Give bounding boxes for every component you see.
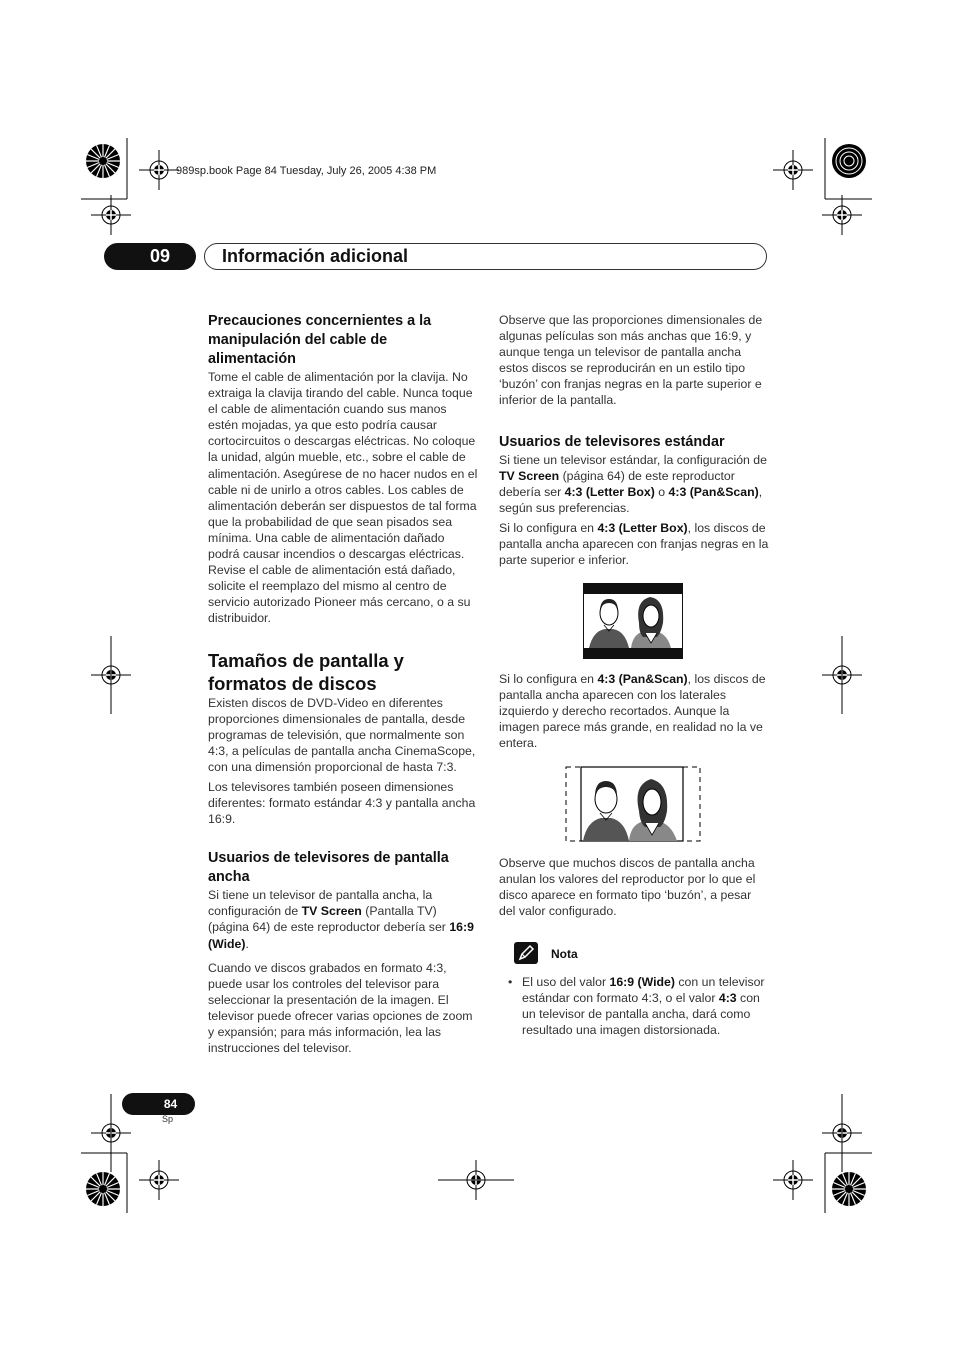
note-label: Nota <box>551 947 578 961</box>
panscan-illustration <box>565 765 701 843</box>
paragraph-screen-sizes-2: Los televisores también poseen dimensiones diferentes: formato estándar 4:3 y pantalla ancha 16:9. <box>208 779 476 827</box>
paragraph-override: Observe que muchos discos de pantalla ancha anulan los valores del reproductor por lo que el disco aparece en formato tipo ‘buzón’, a pesar del valor configurado. <box>499 856 756 919</box>
note-body <box>508 974 770 1038</box>
right-column-3 <box>499 855 769 923</box>
paragraph-widescreen-1: Si tiene un televisor de pantalla ancha, la configuración de TV Screen (Pantalla TV) (página 64) de este reproductor debería ser 16:9 (Wide). <box>208 888 474 951</box>
paragraph-power-cable: Tome el cable de alimentación por la clavija. No extraiga la clavija tirando del cable. Nunca toque el cable de alimentación cuando sus manos estén mojadas, ya que esto podría causar cortocircuitos o descargas eléctricas. No coloque la unidad, algún mueble, etc., sobre el cable de alimentación. Asegúrese de no hacer nudos en el cable ni de unirlo a otros cables. Los cables de alimentación deberán ser dispuestos de tal forma que la probabilidad de que sean pisados sea mínima. Una cable de alimentación dañado podrá causar incendios o descargas eléctricas. Revise el cable de alimentación está dañado, solicite el reemplazo del mismo al centro de servicio autorizado Pioneer más cercano, o a su distribuidor. <box>208 370 478 626</box>
note-bullet <box>508 974 770 1038</box>
pencil-icon <box>514 942 538 964</box>
right-column <box>499 312 769 572</box>
heading-power-cable: Precauciones concernientes a la manipulación del cable de alimentación <box>208 313 432 367</box>
book-info-line: 989sp.book Page 84 Tuesday, July 26, 2005 4:38 PM <box>176 165 437 177</box>
heading-standard-users: Usuarios de televisores estándar <box>499 433 725 450</box>
left-column <box>208 312 478 1060</box>
heading-widescreen-users: Usuarios de televisores de pantalla ancha <box>208 850 449 886</box>
paragraph-letterbox: Si lo configura en 4:3 (Letter Box), los discos de pantalla ancha aparecen con franjas negras en la parte superior e inferior. <box>499 520 769 568</box>
language-code: Sp <box>162 1114 174 1124</box>
paragraph-aspect-intro: Observe que las proporciones dimensionales de algunas películas son más anchas que 16:9, y aunque tenga un televisor de pantalla ancha estos discos se reproducirán en un estilo tipo ‘buzón’ con franjas negras en la parte superior e inferior de la pantalla. <box>499 313 763 408</box>
letterbox-illustration <box>583 583 683 659</box>
chapter-title: Información adicional <box>222 246 409 266</box>
paragraph-panscan: Si lo configura en 4:3 (Pan&Scan), los discos de pantalla ancha aparecen con los laterales izquierdo y derecho recortados. Aunque la imagen parece más grande, en realidad no la ve entera. <box>499 672 766 751</box>
chapter-number-badge: 09 <box>104 243 196 270</box>
paragraph-standard-1: Si tiene un televisor estándar, la configuración de TV Screen (página 64) de este reproductor debería ser 4:3 (Letter Box) o 4:3 (Pan&Scan), según sus preferencias. <box>499 452 767 515</box>
heading-screen-sizes: Tamaños de pantalla y formatos de discos <box>208 649 404 694</box>
page-number-badge: 84 <box>122 1093 195 1115</box>
paragraph-widescreen-2: Cuando ve discos grabados en formato 4:3, puede usar los controles del televisor para seleccionar la presentación de la imagen. El televisor puede ofrecer varias opciones de zoom y expansión; para más información, lea las instrucciones del televisor. <box>208 960 473 1056</box>
bullet-dot: • <box>508 975 513 989</box>
note-icon <box>514 942 538 964</box>
paragraph-screen-sizes-1: Existen discos de DVD-Video en diferentes proporciones dimensionales de pantalla, desde programas de televisión, que normalmente son 4:3, a películas de pantalla ancha CinemaScope, con una dimensión proporcional de hasta 7:3. <box>208 695 476 774</box>
note-text: El uso del valor 16:9 (Wide) con un televisor estándar con formato 4:3, o el valor 4:3 con un televisor de pantalla ancha, dará como resultado una imagen distorsionada. <box>522 975 765 1038</box>
right-column-2 <box>499 671 769 755</box>
